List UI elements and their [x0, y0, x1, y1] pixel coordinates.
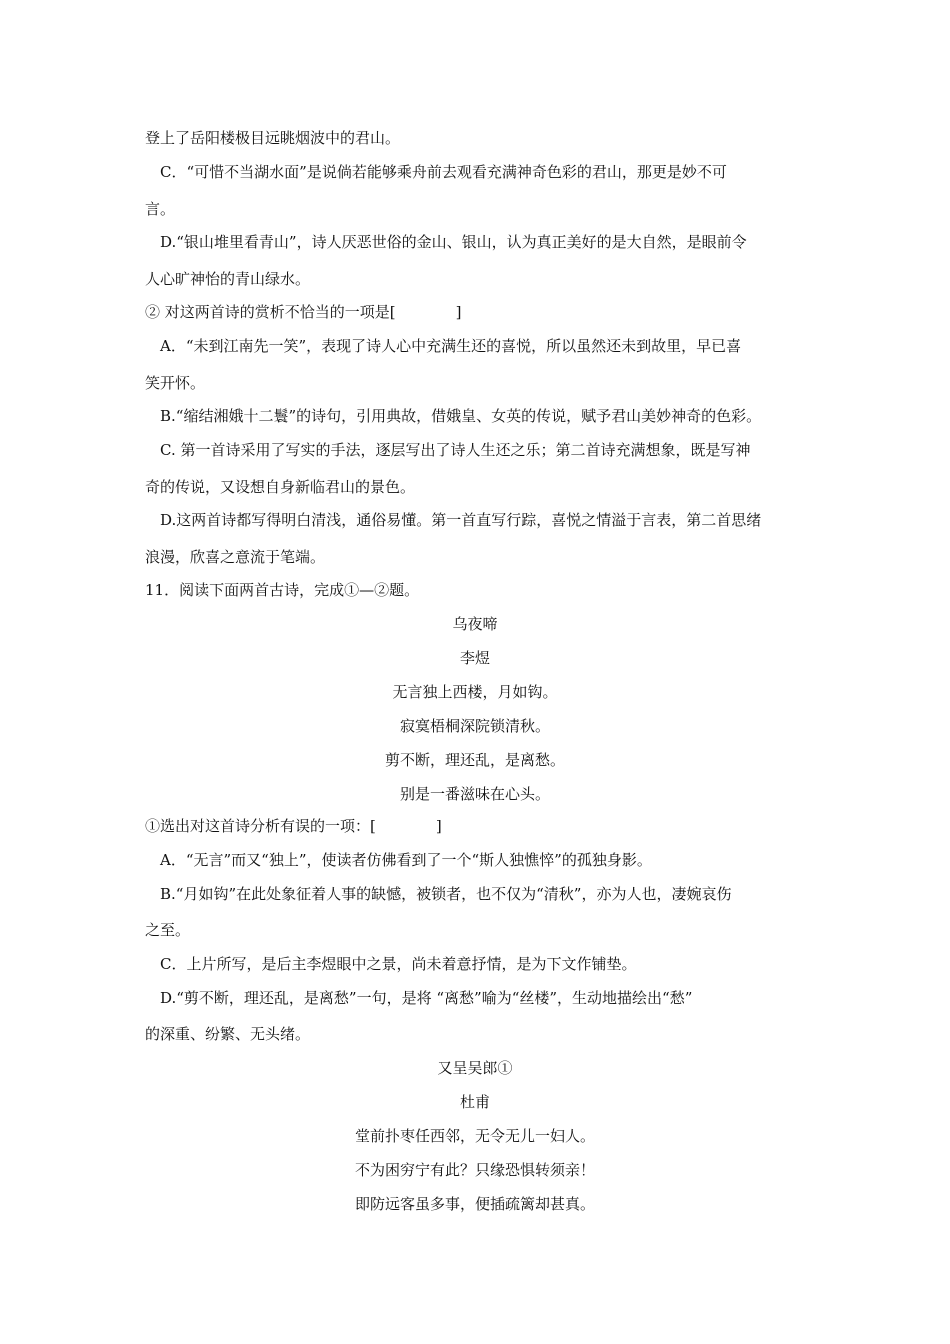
poem-2-author: 杜甫	[459, 1093, 490, 1111]
poem-1-verse: 别是一番滋味在心头。	[399, 785, 550, 803]
option-a3-line: A．“无言”而又“独上”，使读者仿佛看到了一个“斯人独憔悴”的孤独身影。	[160, 851, 652, 869]
option-d-line-2: 人心旷神怡的青山绿水。	[145, 270, 311, 288]
poem-2-verse: 即防远客虽多事，便插疏篱却甚真。	[354, 1195, 595, 1213]
option-d3-line-1: D.“剪不断，理还乱，是离愁”一句，是将 “离愁”喻为“丝楼”，生动地描绘出“愁”	[160, 989, 693, 1007]
option-b3-line-1: B.“月如钩”在此处象征着人事的缺憾，被锁者，也不仅为“清秋”，亦为人也，凄婉哀伤	[160, 885, 732, 903]
question-2-prompt: ② 对这两首诗的赏析不恰当的一项是[ ]	[145, 303, 462, 321]
poem-1-verse: 无言独上西楼，月如钩。	[392, 683, 558, 701]
option-c2-line-1: C. 第一首诗采用了写实的手法，逐层写出了诗人生还之乐；第二首诗充满想象，既是写神	[160, 441, 751, 459]
option-c-line-1: C．“可惜不当湖水面”是说倘若能够乘舟前去观看充满神奇色彩的君山，那更是妙不可	[160, 163, 727, 181]
option-d-line-1: D.“银山堆里看青山”，诗人厌恶世俗的金山、银山，认为真正美好的是大自然，是眼前令	[160, 233, 747, 251]
option-c-line-2: 言。	[145, 200, 176, 218]
poem-1-author: 李煜	[459, 649, 490, 667]
option-d2-line-1: D.这两首诗都写得明白清浅，通俗易懂。第一首直写行踪，喜悦之情溢于言表，第二首思绪	[160, 511, 762, 529]
option-b-line: B.“缩结湘娥十二鬟”的诗句，引用典故，借娥皇、女英的传说，赋予君山美妙神奇的色彩。	[160, 407, 762, 425]
poem-1-verse: 剪不断，理还乱，是离愁。	[384, 751, 565, 769]
option-d2-line-2: 浪漫，欣喜之意流于笔端。	[145, 548, 326, 566]
question-11-prompt: 11．阅读下面两首古诗，完成①—②题。	[145, 581, 420, 599]
option-d3-line-2: 的深重、纷繁、无头绪。	[145, 1025, 311, 1043]
text-line: 登上了岳阳楼极目远眺烟波中的君山。	[145, 129, 401, 147]
option-c3-line: C．上片所写，是后主李煜眼中之景，尚未着意抒情，是为下文作铺垫。	[160, 955, 637, 973]
poem-2-verse: 堂前扑枣任西邻，无令无儿一妇人。	[354, 1127, 595, 1145]
option-a-line-2: 笑开怀。	[145, 374, 206, 392]
option-a-line-1: A．“未到江南先一笑”，表现了诗人心中充满生还的喜悦，所以虽然还未到故里，早已喜	[160, 337, 742, 355]
poem-2-title: 又呈吴郎①	[437, 1059, 513, 1077]
option-c2-line-2: 奇的传说，又设想自身新临君山的景色。	[145, 478, 416, 496]
option-b3-line-2: 之至。	[145, 921, 191, 939]
poem-1-verse: 寂寞梧桐深院锁清秋。	[399, 717, 550, 735]
question-1-prompt: ①选出对这首诗分析有误的一项：[ ]	[145, 817, 442, 835]
poem-2-verse: 不为困穷宁有此？只缘恐惧转须亲！	[354, 1161, 595, 1179]
poem-1-title: 乌夜啼	[452, 615, 498, 633]
